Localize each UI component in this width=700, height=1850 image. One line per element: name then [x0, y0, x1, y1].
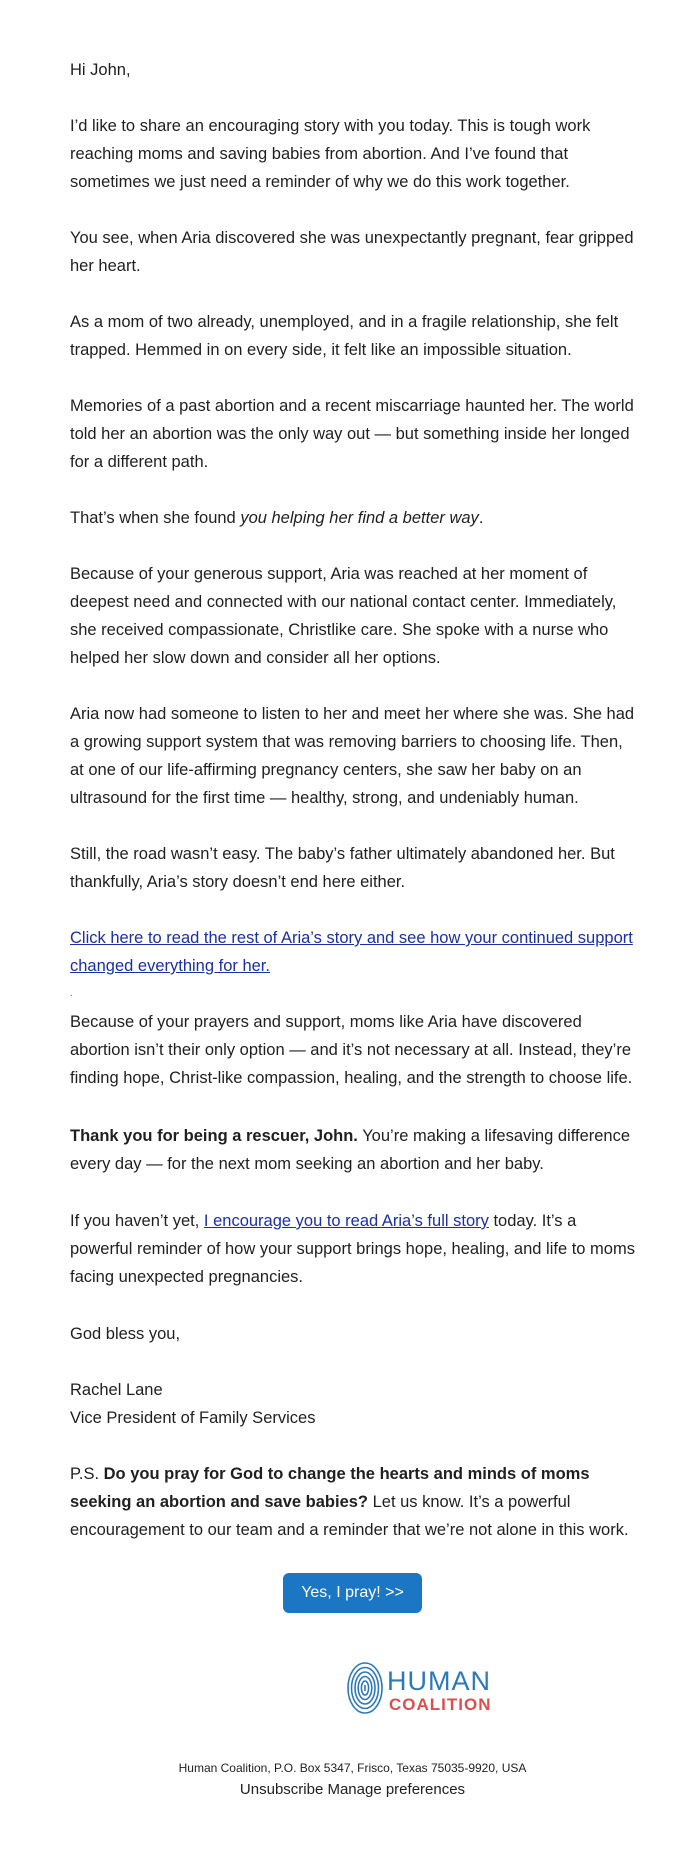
ps-start: P.S. — [70, 1465, 104, 1483]
yes-i-pray-button[interactable]: Yes, I pray! >> — [283, 1573, 422, 1613]
paragraph-support: Because of your generous support, Aria was reached at her moment of deepest need and connected with our national contact center. Immediately, she received compassionate, Christlike care. She spoke with a nurse who helped her slow down and consider all her options. — [70, 565, 617, 667]
thanks-bold: Thank you for being a rescuer, John. — [70, 1127, 358, 1145]
signature — [70, 1376, 635, 1432]
paragraph-thanks — [70, 1122, 635, 1178]
paragraph-situation: As a mom of two already, unemployed, and in a fragile relationship, she felt trapped. Hemmed in on every side, it felt like an impossible situation. — [70, 313, 619, 359]
paragraph-road: Still, the road wasn’t easy. The baby’s father ultimately abandoned her. But thankfully, Aria’s story doesn’t end here either. — [70, 845, 615, 891]
story-link-paragraph — [70, 924, 635, 980]
encourage-start: If you haven’t yet, — [70, 1212, 204, 1230]
signer-title: Vice President of Family Services — [70, 1409, 316, 1427]
full-story-link[interactable]: I encourage you to read Aria’s full story — [203, 1212, 489, 1230]
fingerprint-icon — [345, 1660, 385, 1716]
story-link[interactable]: Click here to read the rest of Aria’s story and see how your continued support changed everything for her. — [70, 929, 633, 975]
separator-dot: . — [70, 988, 73, 999]
footer-address: Human Coalition, P.O. Box 5347, Frisco, Texas 75035-9920, USA — [178, 1761, 527, 1775]
logo-text-human: HUMAN — [387, 1666, 491, 1696]
footer-links — [70, 1781, 635, 1798]
found-you-italic: you helping her find a better way — [240, 509, 479, 527]
ps-bold: Do you pray for God to change the hearts and minds of moms seeking an abortion and save babies? — [70, 1465, 590, 1511]
unsubscribe-link[interactable]: Unsubscribe — [239, 1781, 324, 1798]
greeting: Hi John, — [70, 61, 131, 79]
paragraph-prayers: Because of your prayers and support, moms like Aria have discovered abortion isn’t their only option — and it’s not necessary at all. Instead, they’re finding hope, Christ-like compassion, healing, and the strength to choose life. — [70, 1013, 633, 1087]
logo-text-coalition: COALITION — [389, 1695, 492, 1714]
paragraph-found-you — [70, 504, 635, 532]
found-you-end: . — [478, 509, 484, 527]
paragraph-discovery: You see, when Aria discovered she was unexpectantly pregnant, fear gripped her heart. — [70, 229, 634, 275]
ps-end: Let us know. It’s a powerful encouragement to our team and a reminder that we’re not alone in this work. — [70, 1493, 629, 1539]
signer-name: Rachel Lane — [70, 1381, 163, 1399]
closing: God bless you, — [70, 1325, 181, 1343]
paragraph-listen: Aria now had someone to listen to her and meet her where she was. She had a growing support system that was removing barriers to choosing life. Then, at one of our life-affirming pregnancy centers, she saw her baby on an ultrasound for the first time — healthy, strong, and undeniably human. — [70, 705, 635, 807]
found-you-start: That’s when she found — [70, 509, 241, 527]
paragraph-memories: Memories of a past abortion and a recent miscarriage haunted her. The world told her an abortion was the only way out — but something inside her longed for a different path. — [70, 397, 634, 471]
paragraph-encourage — [70, 1207, 635, 1291]
manage-preferences-link[interactable]: Manage preferences — [327, 1781, 466, 1798]
human-coalition-logo[interactable] — [345, 1658, 505, 1718]
thanks-rest: You’re making a lifesaving difference every day — for the next mom seeking an abortion and her baby. — [70, 1127, 631, 1173]
encourage-end: today. It’s a powerful reminder of how your support brings hope, healing, and life to moms facing unexpected pregnancies. — [70, 1212, 635, 1286]
paragraph-intro: I’d like to share an encouraging story with you today. This is tough work reaching moms and saving babies from abortion. And I’ve found that sometimes we just need a reminder of why we do this work together. — [70, 117, 591, 191]
postscript — [70, 1460, 635, 1544]
cta-container — [70, 1573, 635, 1613]
